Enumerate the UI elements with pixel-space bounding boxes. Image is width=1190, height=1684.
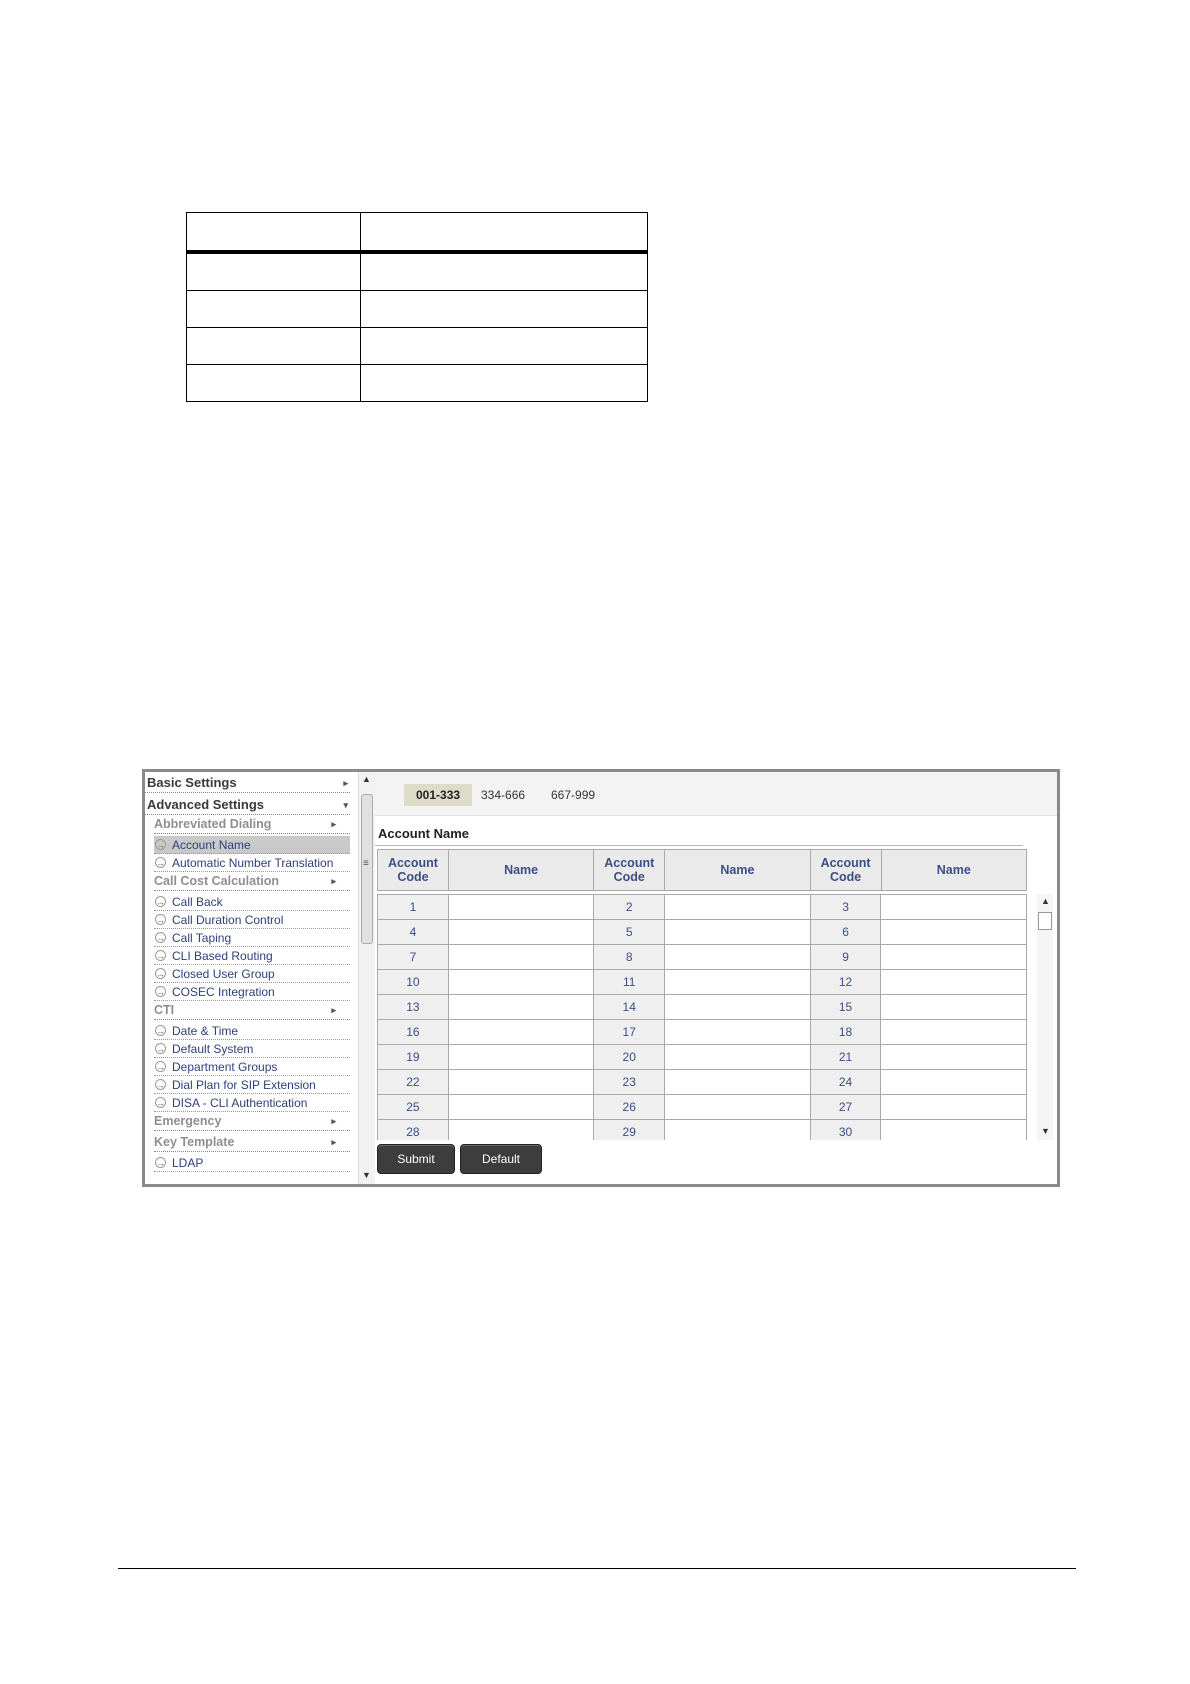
arrow-circle-icon: →: [156, 1044, 165, 1054]
sidebar-item-label: LDAP: [172, 1156, 204, 1170]
scroll-up-icon[interactable]: ▲: [1041, 896, 1050, 906]
sidebar-item-label: Default System: [172, 1042, 254, 1056]
app-screenshot-frame: [142, 769, 1060, 1187]
table-row: [378, 895, 1027, 920]
scroll-down-icon[interactable]: ▼: [362, 1170, 371, 1180]
name-input-cell[interactable]: [665, 1070, 811, 1095]
account-code-cell: 20: [594, 1045, 665, 1070]
sidebar-item-label: COSEC Integration: [172, 985, 275, 999]
name-input-cell[interactable]: [448, 1095, 594, 1120]
grid-header: [377, 849, 1027, 891]
sidebar-item-department-groups[interactable]: [154, 1058, 350, 1076]
arrow-circle-icon: →: [156, 897, 165, 907]
arrow-circle-icon: →: [156, 987, 165, 997]
account-code-cell: 23: [594, 1070, 665, 1095]
name-input-cell[interactable]: [881, 1020, 1027, 1045]
chevron-right-icon: ▸: [331, 1116, 336, 1126]
table-row: [378, 1095, 1027, 1120]
name-input-cell[interactable]: [881, 1120, 1027, 1141]
menu-group-emergency[interactable]: [154, 1112, 350, 1131]
account-code-cell: 5: [594, 920, 665, 945]
sidebar-item-label: Dial Plan for SIP Extension: [172, 1078, 316, 1092]
sidebar-item-closed-user-group[interactable]: [154, 965, 350, 983]
menu-group-key-template[interactable]: [154, 1133, 350, 1152]
sidebar-item-call-duration-control[interactable]: [154, 911, 350, 929]
sidebar-item-label: Call Duration Control: [172, 913, 284, 927]
menu-group-label: Abbreviated Dialing: [154, 817, 272, 831]
account-code-cell: 10: [378, 970, 449, 995]
document-table-row: [187, 328, 648, 365]
name-input-cell[interactable]: [665, 1020, 811, 1045]
name-input-cell[interactable]: [665, 920, 811, 945]
sidebar-item-label: Automatic Number Translation: [172, 856, 334, 870]
arrow-circle-icon: →: [156, 1098, 165, 1108]
table-cell: [361, 365, 648, 402]
main-panel: [375, 772, 1057, 1184]
sidebar-item-label: Department Groups: [172, 1060, 278, 1074]
sidebar-item-call-back[interactable]: [154, 893, 350, 911]
arrow-circle-icon: →: [156, 1158, 165, 1168]
sidebar-item-account-name[interactable]: [154, 836, 350, 854]
menu-group-label: Emergency: [154, 1114, 222, 1128]
menu-group-label: CTI: [154, 1003, 175, 1017]
name-input-cell[interactable]: [881, 945, 1027, 970]
divider: [375, 845, 1023, 846]
table-cell: [361, 252, 648, 291]
account-code-cell: 21: [810, 1045, 881, 1070]
arrow-circle-icon: →: [156, 969, 165, 979]
account-code-cell: 29: [594, 1120, 665, 1141]
account-code-cell: 2: [594, 895, 665, 920]
table-row: [378, 1120, 1027, 1141]
table-cell: [187, 213, 361, 253]
sidebar-item-label: Date & Time: [172, 1024, 239, 1038]
sidebar-item-label: Closed User Group: [172, 967, 275, 981]
scroll-up-icon[interactable]: ▲: [362, 774, 371, 784]
scroll-down-icon[interactable]: ▼: [1041, 1126, 1050, 1136]
account-code-cell: 24: [810, 1070, 881, 1095]
arrow-circle-icon: →: [156, 1062, 165, 1072]
grip-icon: ≡: [363, 858, 369, 869]
section-title: Account Name: [378, 826, 470, 841]
name-input-cell[interactable]: [448, 995, 594, 1020]
account-code-cell: 12: [810, 970, 881, 995]
tab-667-999[interactable]: 667-999: [551, 788, 596, 802]
sidebar-item-default-system[interactable]: [154, 1040, 350, 1058]
table-row: [378, 1045, 1027, 1070]
chevron-down-icon: ▾: [343, 800, 348, 810]
scrollbar-thumb[interactable]: [1038, 912, 1052, 930]
account-code-cell: 16: [378, 1020, 449, 1045]
name-input-cell[interactable]: [881, 1045, 1027, 1070]
document-table: [186, 212, 648, 402]
name-input-cell[interactable]: [448, 1120, 594, 1141]
account-code-cell: 8: [594, 945, 665, 970]
sidebar-item-ldap[interactable]: [154, 1154, 350, 1172]
name-input-cell[interactable]: [665, 1045, 811, 1070]
sidebar-menu: [145, 772, 361, 1184]
default-button[interactable]: Default: [460, 1144, 542, 1174]
arrow-circle-icon: →: [156, 858, 165, 868]
menu-label: Basic Settings: [147, 775, 237, 790]
tab-001-333[interactable]: 001-333: [404, 784, 472, 806]
column-header: Account Code: [378, 850, 449, 891]
account-code-cell: 4: [378, 920, 449, 945]
footer-rule: [118, 1568, 1076, 1569]
menu-basic-settings[interactable]: [145, 773, 350, 793]
account-grid: [377, 894, 1027, 1140]
arrow-circle-icon: →: [156, 933, 165, 943]
range-tabs: [375, 772, 1057, 816]
account-code-cell: 18: [810, 1020, 881, 1045]
sidebar-item-label: Call Back: [172, 895, 223, 909]
account-code-cell: 9: [810, 945, 881, 970]
table-row: [378, 1070, 1027, 1095]
name-input-cell[interactable]: [665, 995, 811, 1020]
grid-body-viewport: [377, 894, 1027, 1140]
scrollbar-thumb[interactable]: [361, 794, 373, 944]
account-code-cell: 7: [378, 945, 449, 970]
table-cell: [187, 291, 361, 328]
sidebar-item-cosec-integration[interactable]: [154, 983, 350, 1001]
account-code-cell: 15: [810, 995, 881, 1020]
chevron-right-icon: ▸: [331, 876, 336, 886]
account-code-cell: 30: [810, 1120, 881, 1141]
account-code-cell: 3: [810, 895, 881, 920]
name-input-cell[interactable]: [665, 895, 811, 920]
account-code-cell: 1: [378, 895, 449, 920]
chevron-right-icon: ▸: [331, 1137, 336, 1147]
sidebar-item-label: Call Taping: [172, 931, 232, 945]
arrow-circle-icon: →: [156, 840, 165, 850]
sidebar-item-date-time[interactable]: [154, 1022, 350, 1040]
table-cell: [187, 252, 361, 291]
sidebar-item-automatic-number-translation[interactable]: [154, 854, 350, 872]
account-code-cell: 17: [594, 1020, 665, 1045]
name-input-cell[interactable]: [881, 1095, 1027, 1120]
table-cell: [361, 291, 648, 328]
sidebar-item-label: CLI Based Routing: [172, 949, 273, 963]
sidebar-item-call-taping[interactable]: [154, 929, 350, 947]
name-input-cell[interactable]: [448, 945, 594, 970]
sidebar-scrollbar[interactable]: [358, 772, 375, 1184]
sidebar-item-label: Account Name: [172, 838, 251, 852]
table-cell: [361, 328, 648, 365]
account-code-cell: 26: [594, 1095, 665, 1120]
account-code-cell: 28: [378, 1120, 449, 1141]
name-input-cell[interactable]: [448, 1045, 594, 1070]
table-row: [378, 995, 1027, 1020]
column-header: Name: [881, 850, 1026, 891]
sidebar-item-label: DISA - CLI Authentication: [172, 1096, 308, 1110]
chevron-right-icon: ▸: [331, 819, 336, 829]
menu-advanced-settings[interactable]: [145, 795, 350, 815]
name-input-cell[interactable]: [881, 995, 1027, 1020]
name-input-cell[interactable]: [448, 1070, 594, 1095]
document-table-row: [187, 365, 648, 402]
account-code-cell: 13: [378, 995, 449, 1020]
document-table-header-row: [187, 213, 648, 253]
name-input-cell[interactable]: [665, 1095, 811, 1120]
column-header: Account Code: [594, 850, 665, 891]
account-code-cell: 22: [378, 1070, 449, 1095]
menu-group-abbreviated-dialing[interactable]: [154, 815, 350, 834]
account-code-cell: 25: [378, 1095, 449, 1120]
account-code-cell: 14: [594, 995, 665, 1020]
sidebar-item-dial-plan-for-sip-extension[interactable]: [154, 1076, 350, 1094]
chevron-right-icon: ▸: [343, 778, 348, 788]
arrow-circle-icon: →: [156, 951, 165, 961]
document-table-row: [187, 252, 648, 291]
submit-button[interactable]: Submit: [377, 1144, 455, 1174]
table-row: [378, 970, 1027, 995]
name-input-cell[interactable]: [881, 920, 1027, 945]
menu-group-cti[interactable]: [154, 1001, 350, 1020]
menu-group-label: Call Cost Calculation: [154, 874, 280, 888]
table-row: [378, 1020, 1027, 1045]
arrow-circle-icon: →: [156, 1026, 165, 1036]
column-header: Name: [448, 850, 593, 891]
sidebar-item-cli-based-routing[interactable]: [154, 947, 350, 965]
name-input-cell[interactable]: [665, 1120, 811, 1141]
account-code-cell: 27: [810, 1095, 881, 1120]
name-input-cell[interactable]: [448, 970, 594, 995]
name-input-cell[interactable]: [881, 970, 1027, 995]
sidebar-item-disa-cli-authentication[interactable]: [154, 1094, 350, 1112]
name-input-cell[interactable]: [881, 1070, 1027, 1095]
table-cell: [187, 328, 361, 365]
table-row: [378, 920, 1027, 945]
account-code-cell: 11: [594, 970, 665, 995]
table-cell: [361, 213, 648, 253]
grid-scrollbar[interactable]: [1037, 894, 1053, 1140]
name-input-cell[interactable]: [448, 1020, 594, 1045]
arrow-circle-icon: →: [156, 915, 165, 925]
chevron-right-icon: ▸: [331, 1005, 336, 1015]
column-header: Name: [665, 850, 810, 891]
name-input-cell[interactable]: [665, 970, 811, 995]
table-cell: [187, 365, 361, 402]
account-code-cell: 19: [378, 1045, 449, 1070]
account-code-cell: 6: [810, 920, 881, 945]
menu-group-label: Key Template: [154, 1135, 235, 1149]
name-input-cell[interactable]: [448, 920, 594, 945]
tab-334-666[interactable]: 334-666: [481, 788, 526, 802]
table-row: [378, 945, 1027, 970]
name-input-cell[interactable]: [665, 945, 811, 970]
arrow-circle-icon: →: [156, 1080, 165, 1090]
name-input-cell[interactable]: [881, 895, 1027, 920]
name-input-cell[interactable]: [448, 895, 594, 920]
menu-label: Advanced Settings: [147, 797, 265, 812]
document-table-row: [187, 291, 648, 328]
menu-group-call-cost-calculation[interactable]: [154, 872, 350, 891]
column-header: Account Code: [810, 850, 881, 891]
